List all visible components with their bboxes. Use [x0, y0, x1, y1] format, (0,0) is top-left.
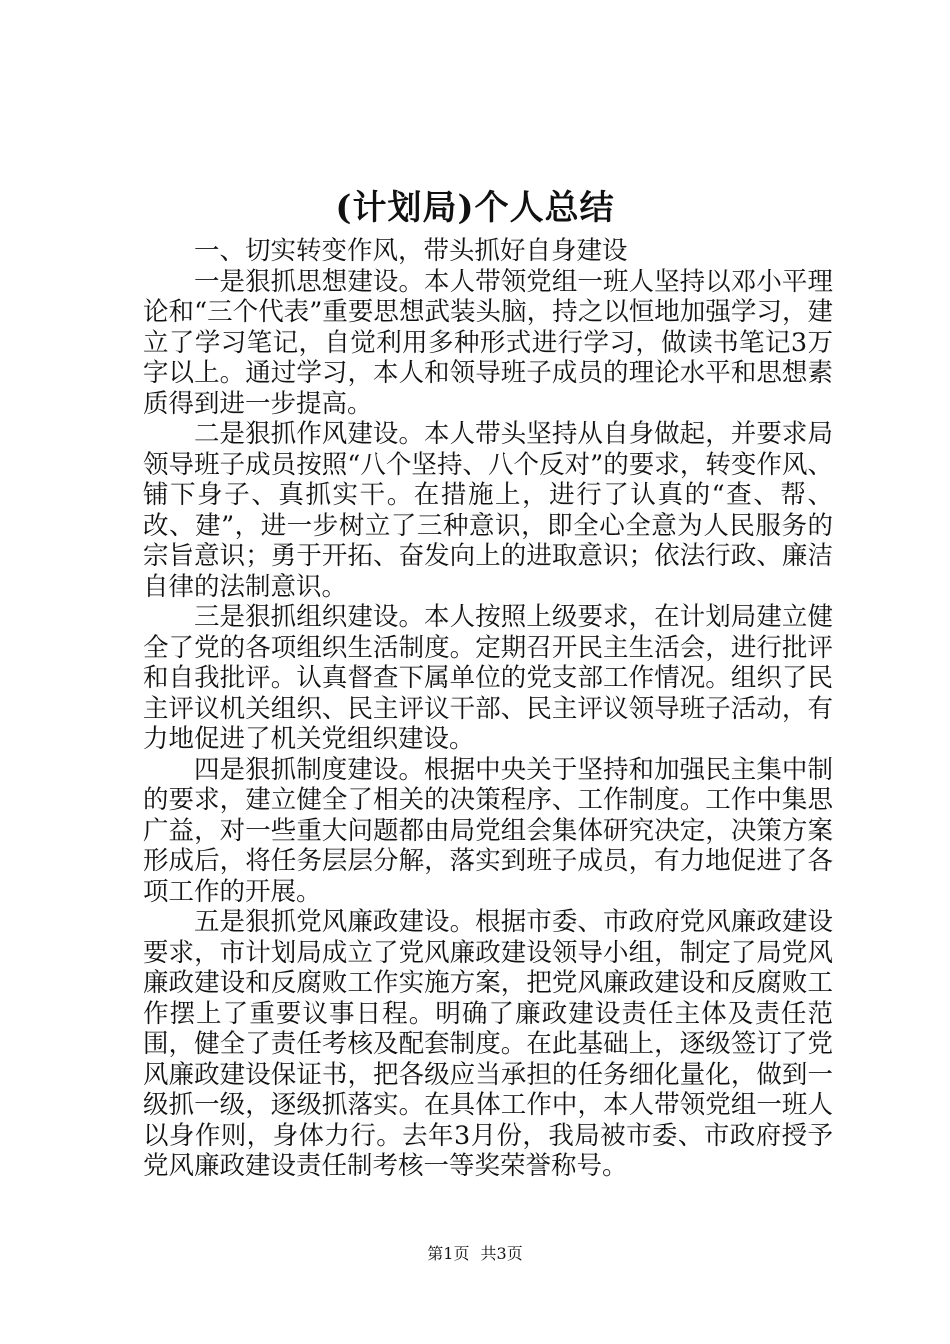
section-heading: 一、切实转变作风，带头抓好自身建设 — [194, 236, 628, 266]
document-body — [143, 236, 833, 1182]
paragraph-system: 四是狠抓制度建设。根据中央关于坚持和加强民主集中制的要求，建立健全了相关的决策程序、工作制度。工作中集思广益，对一些重大问题都由局党组会集体研究决定，决策方案形成后，将任务层层分解，落实到班子成员，有力地促进了各项工作的开展。 — [143, 754, 833, 907]
paragraph-ideology: 一是狠抓思想建设。本人带领党组一班人坚持以邓小平理论和“三个代表”重要思想武装头脑，持之以恒地加强学习，建立了学习笔记，自觉利用多种形式进行学习，做读书笔记3万字以上。通过学习，本人和领导班子成员的理论水平和思想素质得到进一步提高。 — [143, 266, 833, 419]
paragraph-work-style: 二是狠抓作风建设。本人带头坚持从自身做起，并要求局领导班子成员按照“八个坚持、八个反对”的要求，转变作风、铺下身子、真抓实干。在措施上，进行了认真的“查、帮、改、建”，进一步树立了三种意识，即全心全意为人民服务的宗旨意识；勇于开拓、奋发向上的进取意识；依法行政、廉洁自律的法制意识。 — [143, 419, 833, 602]
paragraph-organization: 三是狠抓组织建设。本人按照上级要求，在计划局建立健全了党的各项组织生活制度。定期召开民主生活会，进行批评和自我批评。认真督查下属单位的党支部工作情况。组织了民主评议机关组织、民主评议干部、民主评议领导班子活动，有力地促进了机关党组织建设。 — [143, 602, 833, 754]
page-footer: 第1页 共3页 — [427, 1244, 523, 1263]
paragraph-integrity: 五是狠抓党风廉政建设。根据市委、市政府党风廉政建设要求，市计划局成立了党风廉政建设领导小组，制定了局党风廉政建设和反腐败工作实施方案，把党风廉政建设和反腐败工作摆上了重要议事日程。明确了廉政建设责任主体及责任范围，健全了责任考核及配套制度。在此基础上，逐级签订了党风廉政建设保证书，把各级应当承担的任务细化量化，做到一级抓一级，逐级抓落实。在具体工作中，本人带领党组一班人以身作则，身体力行。去年3月份，我局被市委、市政府授予党风廉政建设责任制考核一等奖荣誉称号。 — [143, 907, 833, 1181]
document-title: (计划局)个人总结 — [335, 188, 615, 228]
